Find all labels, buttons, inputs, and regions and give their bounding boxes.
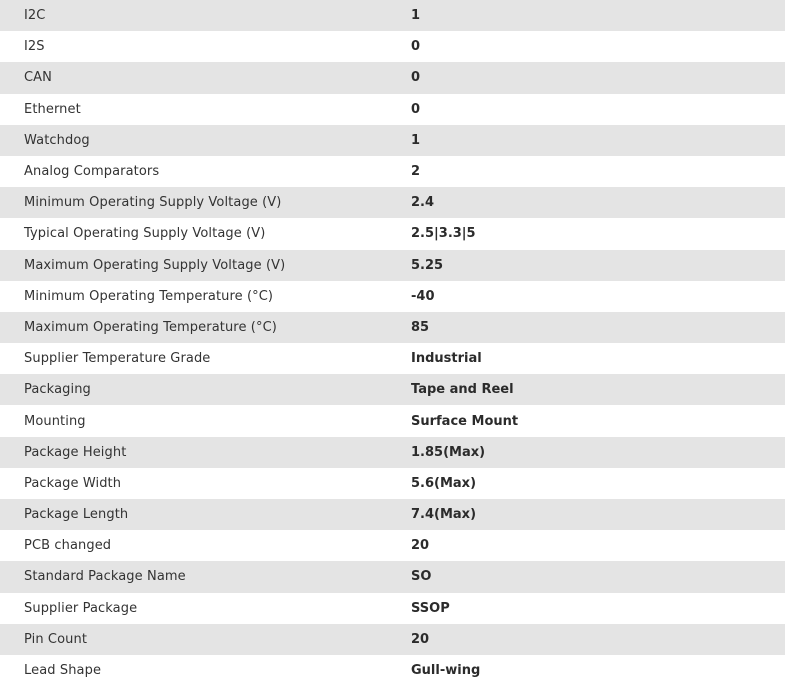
spec-label: Maximum Operating Temperature (°C): [24, 319, 277, 335]
spec-row-packaging: [0, 374, 785, 405]
spec-value: Industrial: [411, 351, 482, 367]
spec-value: 0: [411, 101, 421, 117]
spec-value: 5.6(Max): [411, 475, 477, 491]
spec-label: Supplier Temperature Grade: [24, 351, 211, 367]
spec-value: 5.25: [411, 257, 444, 273]
spec-row-supplier-package: [0, 593, 785, 624]
spec-value: SSOP: [411, 600, 450, 616]
spec-label: Analog Comparators: [24, 164, 160, 180]
spec-row-package-height: [0, 437, 785, 468]
spec-value: 2.5|3.3|5: [411, 226, 476, 242]
spec-row-analog-comparators: [0, 156, 785, 187]
spec-row-can: [0, 62, 785, 93]
spec-value: 1: [411, 8, 421, 24]
spec-label: Typical Operating Supply Voltage (V): [24, 226, 266, 242]
spec-label: Watchdog: [24, 132, 90, 148]
spec-value: 0: [411, 39, 421, 55]
spec-label: PCB changed: [24, 538, 112, 554]
spec-row-ethernet: [0, 94, 785, 125]
spec-row-max-temperature: [0, 312, 785, 343]
spec-label: Package Width: [24, 475, 122, 491]
spec-label: I2S: [24, 39, 45, 55]
spec-row-watchdog: [0, 125, 785, 156]
spec-row-typ-supply-voltage: [0, 218, 785, 249]
spec-label: Minimum Operating Supply Voltage (V): [24, 195, 282, 211]
spec-row-pin-count: [0, 624, 785, 655]
spec-value: 2: [411, 164, 421, 180]
spec-label: Ethernet: [24, 101, 81, 117]
spec-label: Supplier Package: [24, 600, 138, 616]
spec-value: 1.85(Max): [411, 444, 486, 460]
spec-row-package-width: [0, 468, 785, 499]
spec-value: 0: [411, 70, 421, 86]
spec-label: Pin Count: [24, 631, 88, 647]
spec-label: CAN: [24, 70, 52, 86]
spec-row-package-length: [0, 499, 785, 530]
spec-value: 1: [411, 132, 421, 148]
spec-row-lead-shape: [0, 655, 785, 686]
spec-label: Package Height: [24, 444, 127, 460]
spec-value: 20: [411, 631, 430, 647]
spec-value: Gull-wing: [411, 663, 481, 679]
spec-row-mounting: [0, 405, 785, 436]
spec-value: -40: [411, 288, 435, 304]
spec-value: Surface Mount: [411, 413, 519, 429]
spec-value: Tape and Reel: [411, 382, 514, 398]
spec-label: Maximum Operating Supply Voltage (V): [24, 257, 286, 273]
spec-label: Package Length: [24, 507, 129, 523]
spec-row-i2c: [0, 0, 785, 31]
spec-value: 2.4: [411, 195, 435, 211]
spec-label: Lead Shape: [24, 663, 102, 679]
spec-value: 20: [411, 538, 430, 554]
spec-row-standard-package-name: [0, 561, 785, 592]
spec-label: Minimum Operating Temperature (°C): [24, 288, 274, 304]
spec-value: 7.4(Max): [411, 507, 477, 523]
spec-label: Standard Package Name: [24, 569, 186, 585]
spec-row-pcb-changed: [0, 530, 785, 561]
spec-value: SO: [411, 569, 432, 585]
spec-row-max-supply-voltage: [0, 250, 785, 281]
spec-value: 85: [411, 319, 430, 335]
spec-label: I2C: [24, 8, 46, 24]
spec-label: Mounting: [24, 413, 86, 429]
spec-row-min-temperature: [0, 281, 785, 312]
spec-row-temperature-grade: [0, 343, 785, 374]
spec-label: Packaging: [24, 382, 91, 398]
spec-row-i2s: [0, 31, 785, 62]
spec-row-min-supply-voltage: [0, 187, 785, 218]
